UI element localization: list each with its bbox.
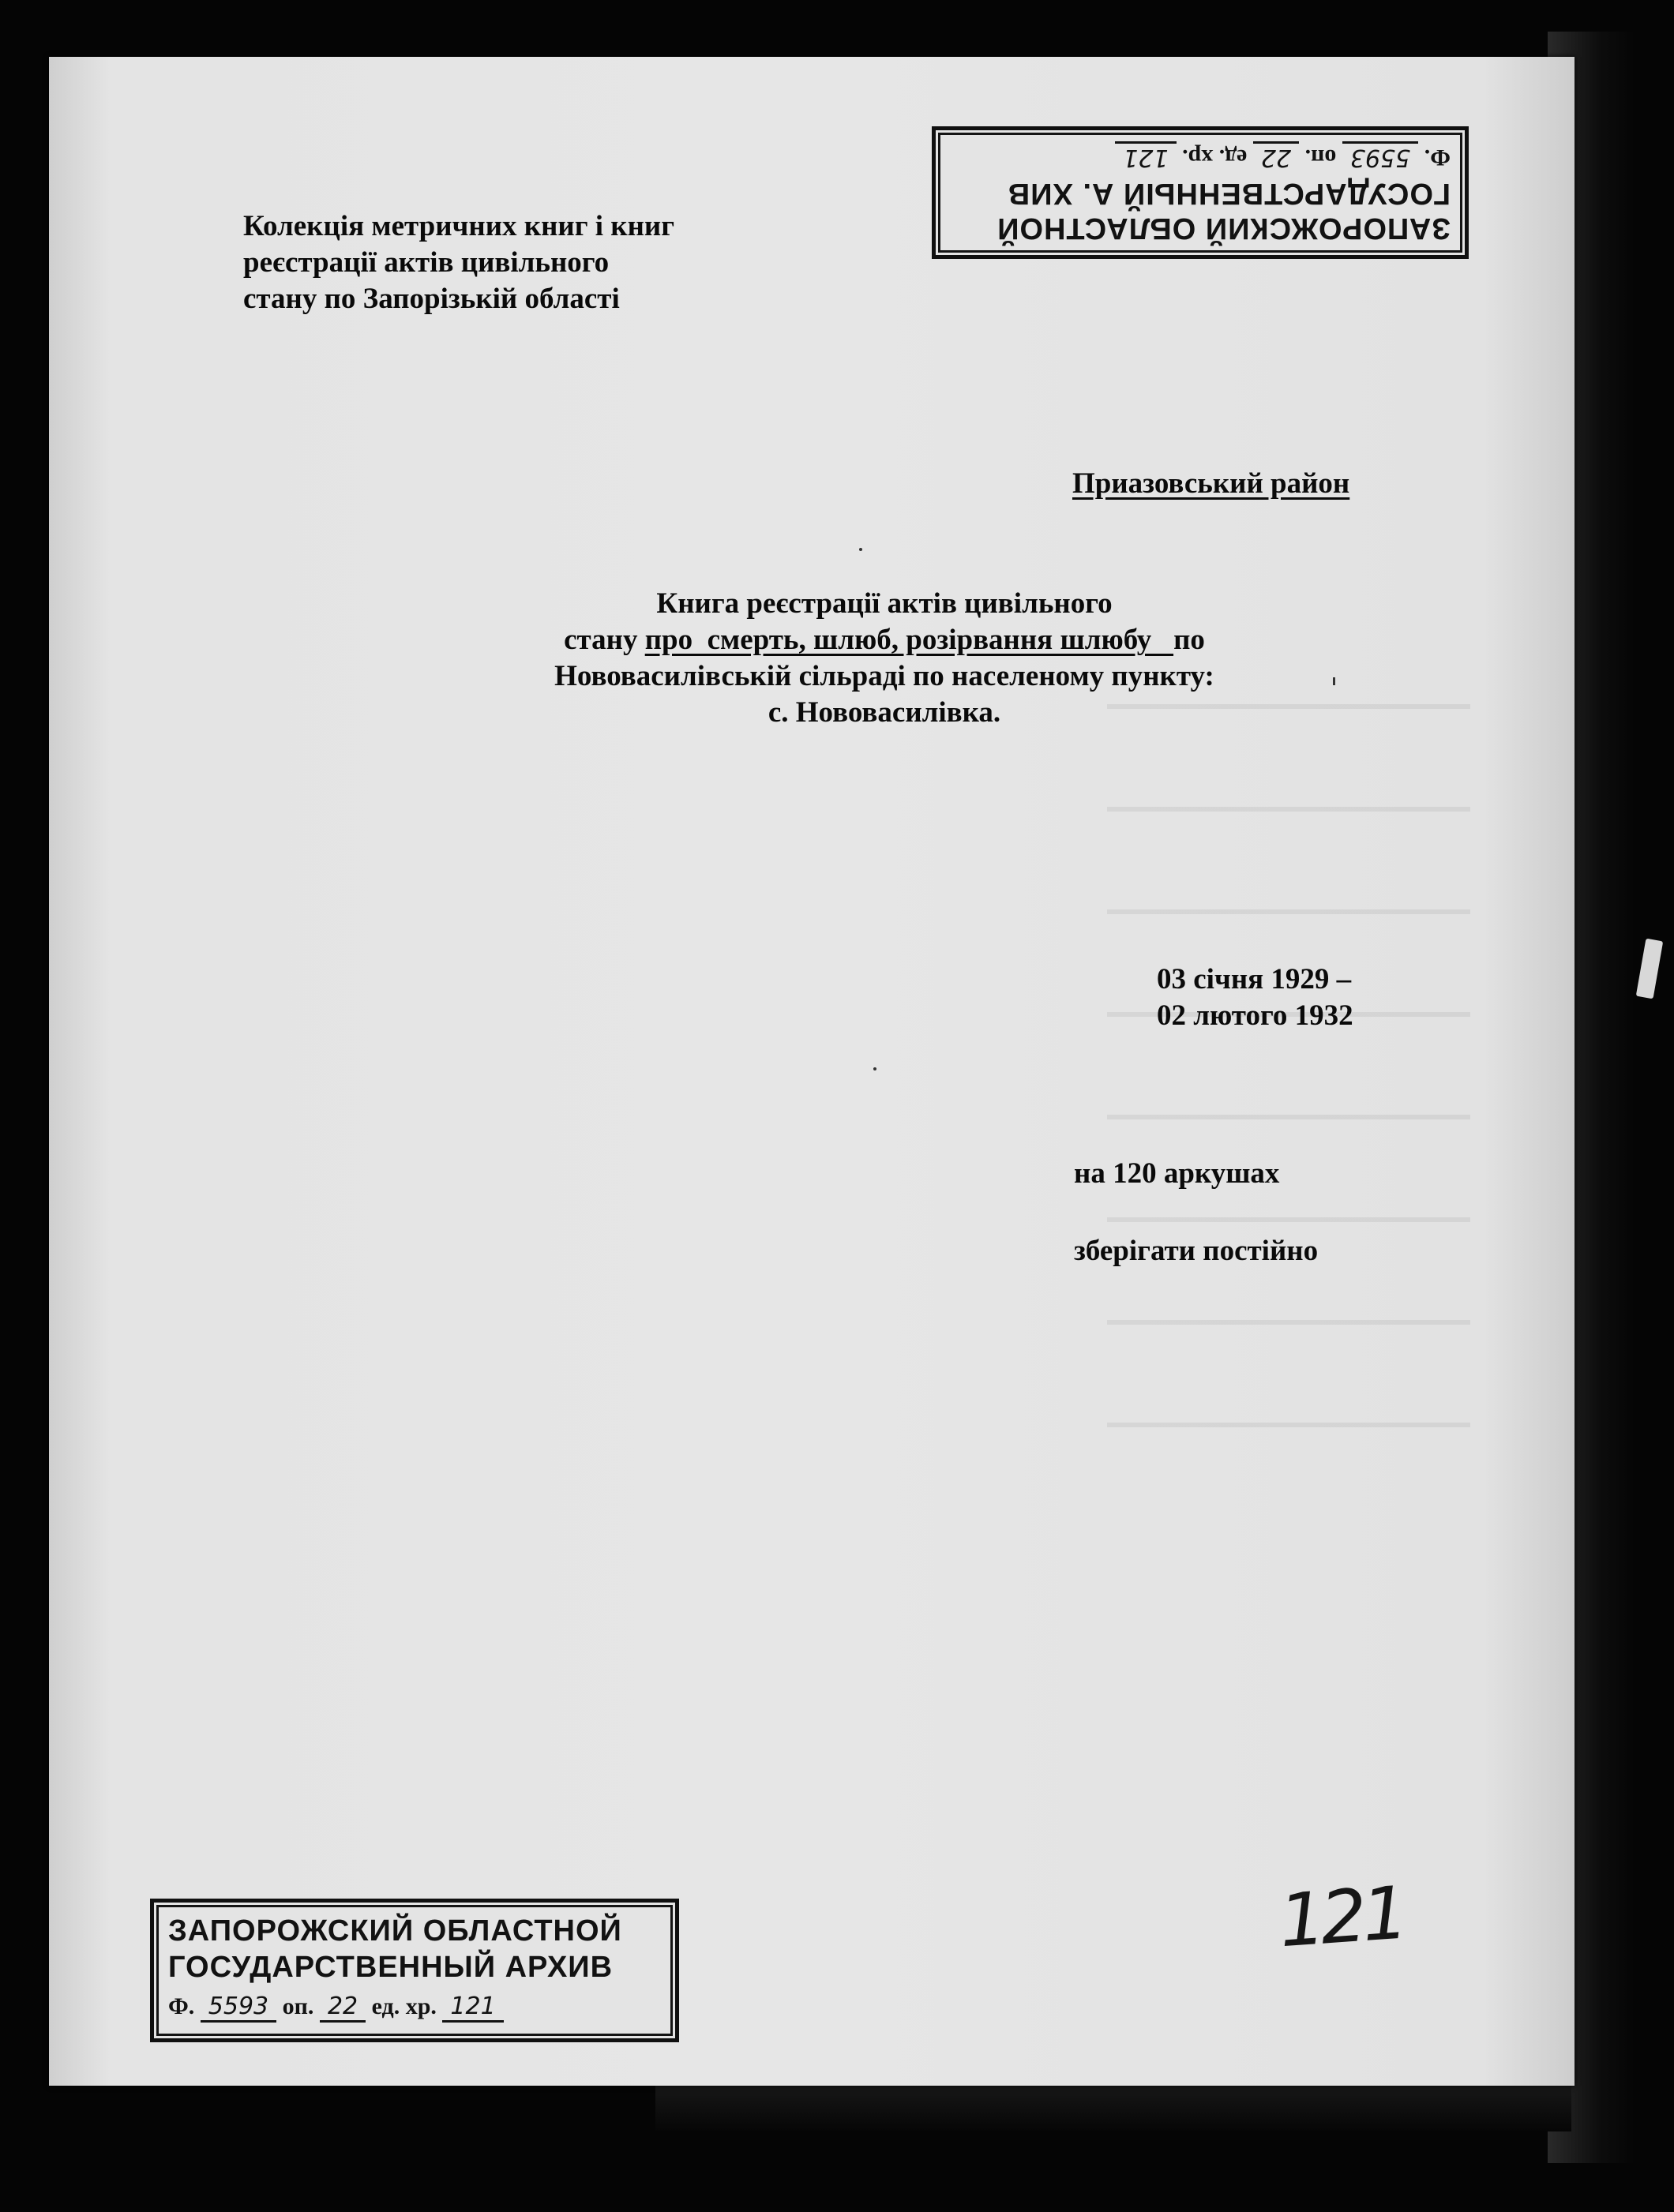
- storage-term: зберігати постійно: [1074, 1235, 1319, 1267]
- stamp-top-fond-label: Ф.: [1424, 144, 1451, 171]
- speck: [859, 548, 862, 551]
- bleed-through: [1107, 657, 1470, 1525]
- date-range: [1157, 962, 1353, 1034]
- book-title-prefix: стану: [564, 624, 645, 656]
- stamp-top-fond: 5593: [1342, 141, 1418, 171]
- stamp-top-unit-label: ед. хр.: [1182, 144, 1248, 171]
- stamp-bottom-op-label: оп.: [282, 1993, 314, 2019]
- stamp-bottom-opys: 22: [320, 1993, 366, 2023]
- stamp-bottom-fond: 5593: [201, 1993, 276, 2023]
- stamp-top-unit: 121: [1115, 141, 1176, 171]
- stamp-top-op-label: оп.: [1304, 144, 1337, 171]
- book-title-suffix: по: [1173, 624, 1205, 656]
- stamp-top-reference: [953, 141, 1451, 173]
- book-title-line2: [340, 622, 1429, 658]
- stamp-bottom-line2: ГОСУДАРСТВЕННЫЙ АРХИВ: [168, 1951, 614, 1984]
- stamp-top-line2: ГОСУДАРСТВЕННЫЙ А. ХИВ: [1007, 177, 1451, 210]
- collection-line: Колекція метричних книг і книг: [243, 210, 675, 242]
- speck: [873, 1067, 876, 1070]
- collection-title: [243, 208, 674, 317]
- date-start: 03 січня 1929 –: [1157, 963, 1352, 995]
- archive-stamp-bottom: [150, 1899, 679, 2042]
- date-end: 02 лютого 1932: [1157, 999, 1353, 1032]
- book-record-types: про смерть, шлюб, розірвання шлюбу: [644, 624, 1174, 656]
- book-title-line4: с. Нововасилівка.: [768, 696, 1001, 729]
- folio-number: 121: [1276, 1870, 1407, 1964]
- book-title-line1: Книга реєстрації актів цивільного: [656, 587, 1113, 620]
- stamp-top-opys: 22: [1253, 141, 1299, 171]
- stamp-bottom-unit: 121: [442, 1993, 503, 2023]
- stamp-bottom-reference: [168, 1991, 666, 2023]
- document-page: [49, 57, 1575, 2086]
- book-title-line3: Нововасилівській сільраді по населеному пункту:: [554, 660, 1214, 692]
- district-label: Приазовський район: [1072, 467, 1350, 500]
- stamp-bottom-unit-label: ед. хр.: [371, 1993, 437, 2019]
- sheet-count: на 120 аркушах: [1074, 1157, 1280, 1190]
- archive-stamp-top: [932, 126, 1469, 259]
- collection-line: реєстрації актів цивільного: [243, 246, 610, 279]
- stamp-bottom-fond-label: Ф.: [168, 1993, 195, 2019]
- stamp-bottom-line1: ЗАПОРОЖСКИЙ ОБЛАСТНОЙ: [168, 1914, 622, 1948]
- collection-line: стану по Запорізькій області: [243, 283, 620, 315]
- speck: [1333, 677, 1335, 685]
- stamp-top-line1: ЗАПОРОЖСКИЙ ОБЛАСТНОЙ: [997, 212, 1451, 245]
- book-title: [340, 586, 1429, 731]
